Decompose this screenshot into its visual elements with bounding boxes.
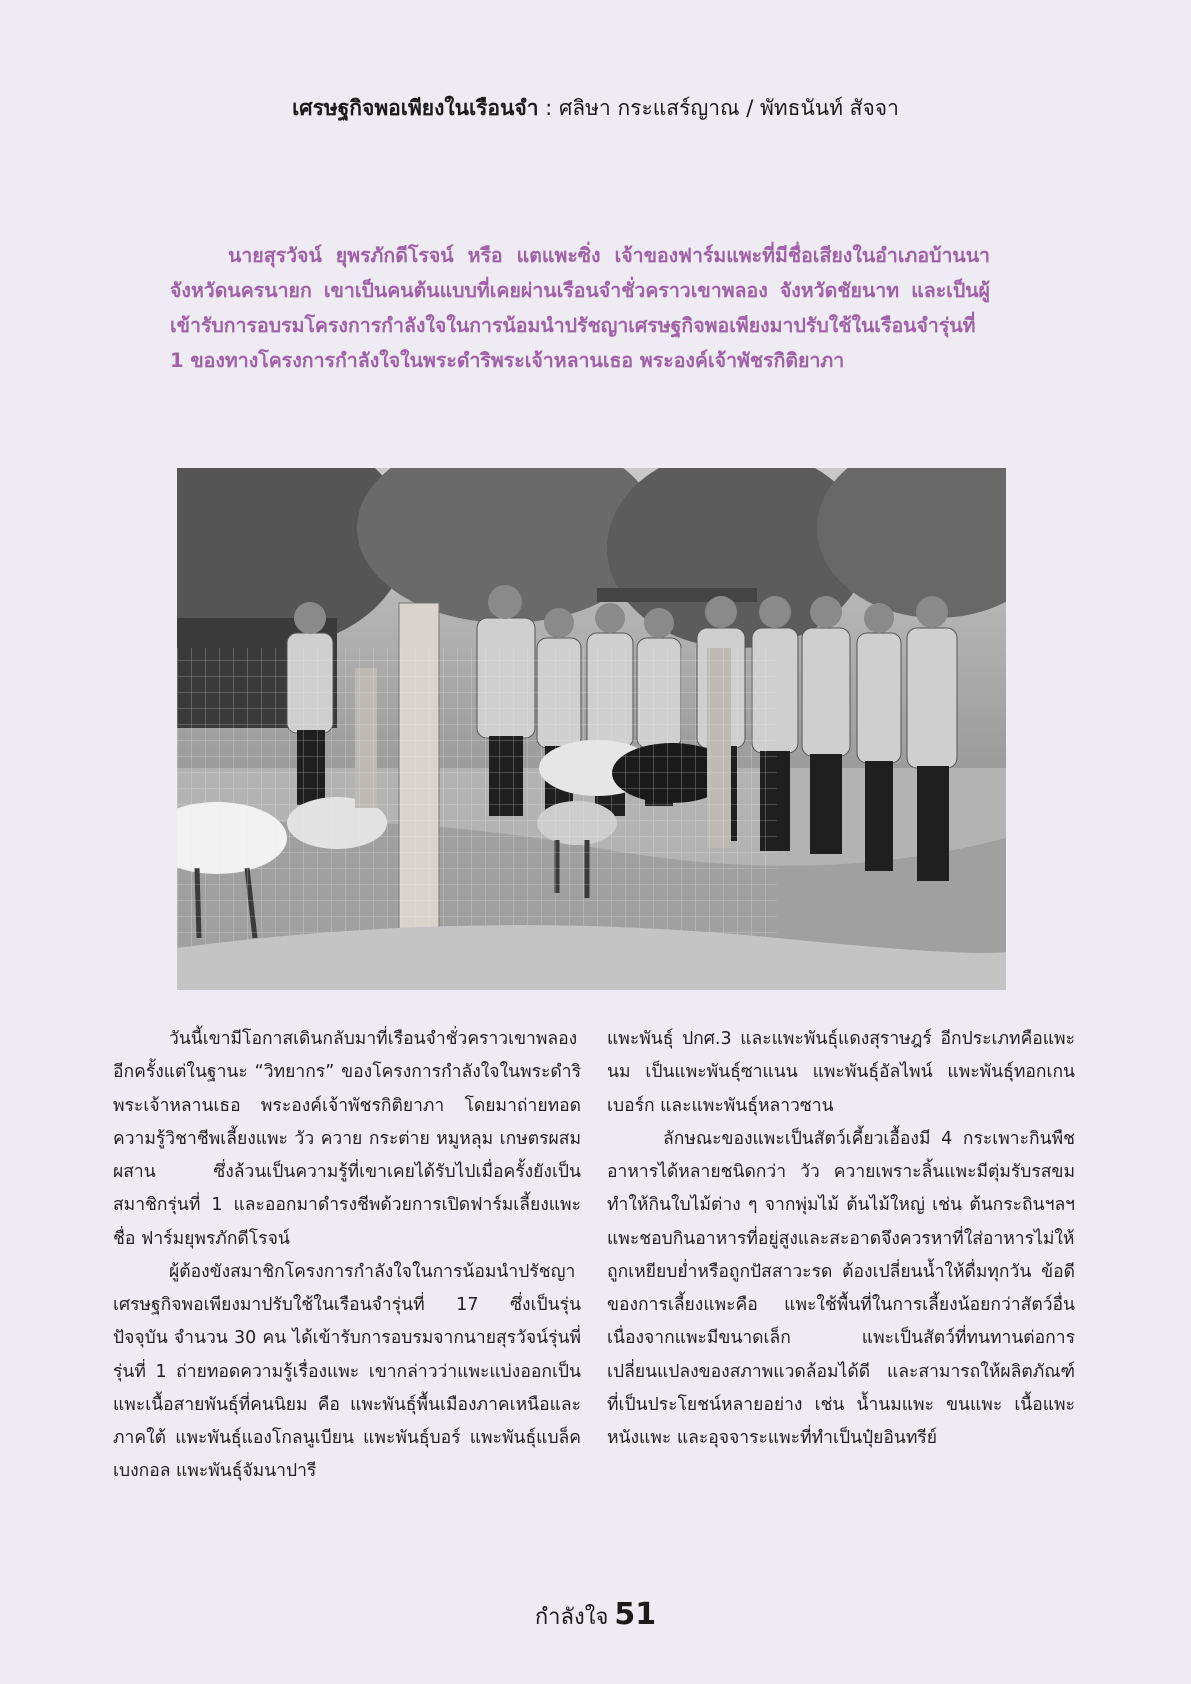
body-paragraph: ผู้ต้องขังสมาชิกโครงการกำลังใจในการน้อมนำปรัชญาเศรษฐกิจพอเพียงมาปรับใช้ในเรือนจำรุ่นที่ 17 ซึ่งเป็นรุ่นปัจจุบัน จำนวน 30 คน ได้เข้ารับการอบรมจากนายสุรวัจน์รุ่นพี่ รุ่นที่ 1 ถ่ายทอดความรู้เรื่องแพะ เขากล่าวว่าแพะแบ่งออกเป็นแพะเนื้อสายพันธุ์ที่คนนิยม คือ แพะพันธุ์พื้นเมืองภาคเหนือและภาคใต้ แพะพันธุ์แองโกลนูเบียน แพะพันธุ์บอร์ แพะพันธุ์แบล็ค เบงกอล แพะพันธุ์จัมนาปารี: [113, 1261, 581, 1482]
magazine-name: กำลังใจ: [534, 1605, 609, 1630]
article-photo: [177, 468, 1006, 990]
article-authors: ศลิษา กระแสร์ญาณ / พัทธนันท์ สัจจา: [558, 96, 899, 120]
body-paragraph-continued: แพะพันธุ์ ปกศ.3 และแพะพันธุ์แดงสุราษฎร์ อีกประเภทคือแพะนม เป็นแพะพันธุ์ซาแนน แพะพันธุ์อัลไพน์ แพะพันธุ์ทอกเกนเบอร์ก และแพะพันธุ์หลาวซาน: [607, 1029, 1075, 1116]
page-footer: [0, 1597, 1191, 1634]
intro-paragraph: นายสุรวัจน์ ยุพรภักดีโรจน์ หรือ แตแพะซิ่ง เจ้าของฟาร์มแพะที่มีชื่อเสียงในอำเภอบ้านนา จังหวัดนครนายก เขาเป็นคนต้นแบบที่เคยผ่านเรือนจำชั่วคราวเขาพลอง จังหวัดชัยนาท และเป็นผู้เข้ารับการอบรมโครงการกำลังใจในการน้อมนำปรัชญาเศรษฐกิจพอเพียงมาปรับใช้ในเรือนจำรุ่นที่ 1 ของทางโครงการกำลังใจในพระดำริพระเจ้าหลานเธอ พระองค์เจ้าพัชรกิติยาภา: [170, 244, 990, 373]
article-title: เศรษฐกิจพอเพียงในเรือนจำ: [292, 96, 539, 120]
running-header: [0, 92, 1191, 125]
header-separator: :: [538, 96, 559, 120]
body-column-right: [607, 1023, 1075, 1455]
body-column-left: [113, 1023, 581, 1489]
page-number: 51: [614, 1597, 657, 1632]
body-paragraph: ลักษณะของแพะเป็นสัตว์เคี้ยวเอื้องมี 4 กระเพาะกินพืชอาหารได้หลายชนิดกว่า วัว ควายเพราะลิ้นแพะมีตุ่มรับรสขมทำให้กินใบไม้ต่าง ๆ จากพุ่มไม้ ต้นไม้ใหญ่ เช่น ต้นกระถินฯลฯ แพะชอบกินอาหารที่อยู่สูงและสะอาดจึงควรหาที่ใส่อาหารไม่ให้ถูกเหยียบย่ำหรือถูกปัสสาวะรด ต้องเปลี่ยนน้ำให้ดื่มทุกวัน ข้อดีของการเลี้ยงแพะคือ แพะใช้พื้นที่ในการเลี้ยงน้อยกว่าสัตว์อื่นเนื่องจากแพะมีขนาดเล็ก แพะเป็นสัตว์ที่ทนทานต่อการเปลี่ยนแปลงของสภาพแวดล้อมได้ดี และสามารถให้ผลิตภัณฑ์ที่เป็นประโยชน์หลายอย่าง เช่น น้ำนมแพะ ขนแพะ เนื้อแพะ หนังแพะ และอุจจาระแพะที่ทำเป็นปุ๋ยอินทรีย์: [607, 1128, 1075, 1448]
body-paragraph: วันนี้เขามีโอกาสเดินกลับมาที่เรือนจำชั่วคราวเขาพลองอีกครั้งแต่ในฐานะ “วิทยากร” ของโครงการกำลังใจในพระดำริพระเจ้าหลานเธอ พระองค์เจ้าพัชรกิติยาภา โดยมาถ่ายทอดความรู้วิชาชีพเลี้ยงแพะ วัว ควาย กระต่าย หมูหลุม เกษตรผสมผสาน ซึ่งล้วนเป็นความรู้ที่เขาเคยได้รับไปเมื่อครั้งยังเป็นสมาชิกรุ่นที่ 1 และออกมาดำรงชีพด้วยการเปิดฟาร์มเลี้ยงแพะชื่อ ฟาร์มยุพรภักดีโรจน์: [113, 1029, 581, 1249]
